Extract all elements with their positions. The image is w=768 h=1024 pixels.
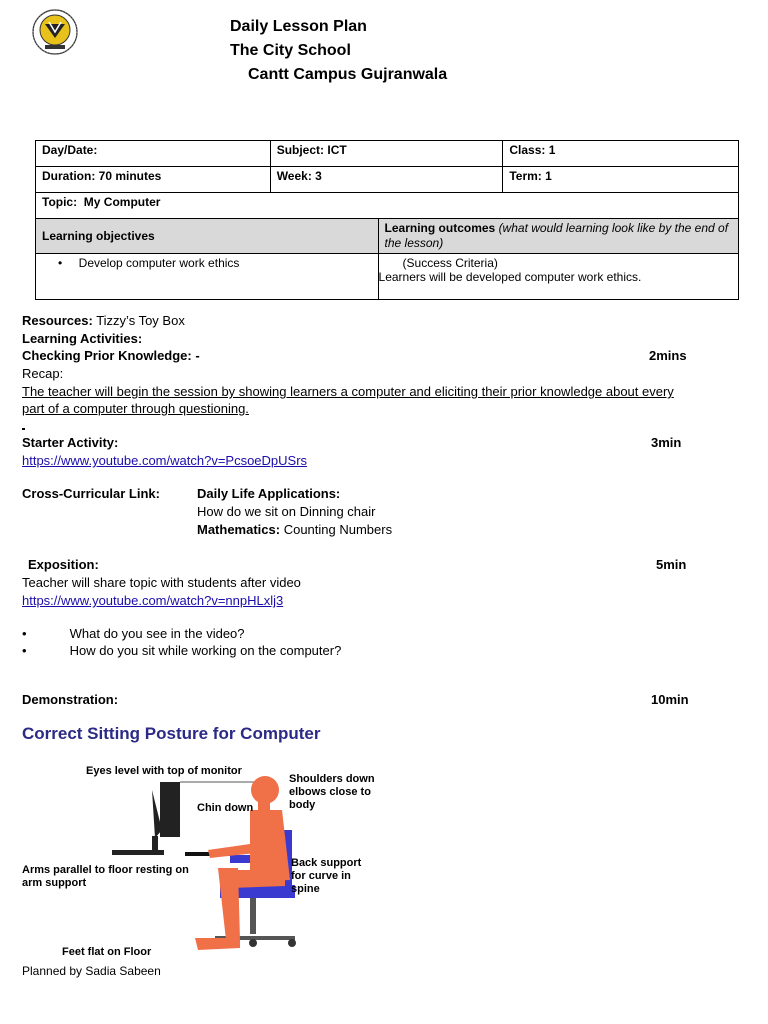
math-label: Mathematics: [197,522,281,537]
exposition-label: Exposition: [28,557,99,572]
daily-life-label: Daily Life Applications: [197,486,341,501]
starter-label: Starter Activity: [22,435,119,450]
topic-label: Topic: [42,195,78,209]
demonstration-time: 10min [651,692,689,707]
prior-knowledge-time: 2mins [649,348,687,363]
resources-value: Tizzy’s Toy Box [96,313,185,328]
prior-knowledge-label: Checking Prior Knowledge: - [22,348,200,363]
question-text: What do you see in the video? [69,626,245,641]
label-shoulders: Shoulders down elbows close to body [289,773,375,811]
week-cell: Week: 3 [270,167,503,193]
outcomes-heading: Learning outcomes [384,221,496,235]
school-name: The City School [230,42,351,59]
lesson-info-table [35,140,739,300]
objective-item: Develop computer work ethics [78,256,240,270]
label-back-support: Back support for curve in spine [291,857,362,895]
poster-title: Correct Sitting Posture for Computer [22,724,321,743]
cross-curricular-label: Cross-Curricular Link: [22,486,160,501]
objectives-cell [36,254,379,300]
demonstration-label: Demonstration: [22,692,119,707]
doc-title: Daily Lesson Plan [230,18,367,35]
question-text: How do you sit while working on the computer? [69,643,342,658]
label-feet-flat: Feet flat on Floor [62,946,152,958]
label-chin-down: Chin down [197,802,254,814]
resources-label: Resources: [22,313,93,328]
recap-text-line-1: The teacher will begin the session by showing learners a computer and eliciting their prior knowledge about every [22,384,674,399]
label-eyes-level: Eyes level with top of monitor [86,765,242,777]
success-criteria: (Success Criteria) [402,256,498,270]
monitor-icon [160,782,180,837]
exposition-video-link[interactable]: https://www.youtube.com/watch?v=nnpHLxlj3 [22,593,284,608]
day-date-cell: Day/Date: [36,141,271,167]
exposition-text: Teacher will share topic with students after video [22,575,301,590]
campus-name: Cantt Campus Gujranwala [248,66,448,83]
outcomes-heading-cell [378,219,738,254]
math-line [197,522,392,537]
outcome-item: Learners will be developed computer work ethics. [378,270,642,284]
planned-by: Planned by Sadia Sabeen [22,964,161,978]
starter-time: 3min [651,435,682,450]
activities-label: Learning Activities: [22,331,143,346]
subject-cell: Subject: ICT [270,141,503,167]
duration-cell: Duration: 70 minutes [36,167,271,193]
label-arms-parallel: Arms parallel to floor resting on arm support [22,864,189,889]
bullet-icon: • [22,643,27,658]
math-value: Counting Numbers [283,522,393,537]
outcomes-note: (what would learning look like by the end of the lesson) [384,221,729,250]
exposition-time: 5min [656,557,687,572]
resources-line [22,313,185,328]
topic-cell [36,193,739,219]
stray-mark [22,428,25,430]
recap-text-line-2: part of a computer through questioning. [22,401,249,416]
bullet-icon: • [22,626,27,641]
class-cell: Class: 1 [503,141,739,167]
outcomes-cell [378,254,738,300]
starter-video-link[interactable]: https://www.youtube.com/watch?v=PcsoeDpUSrs [22,453,308,468]
bullet-icon: • [58,256,63,270]
recap-label: Recap: [22,366,64,381]
term-cell: Term: 1 [503,167,739,193]
question-item [22,643,341,658]
objectives-heading: Learning objectives [36,219,379,254]
topic-value: My Computer [83,195,161,209]
question-item [22,626,245,641]
school-logo [31,8,79,56]
daily-life-value: How do we sit on Dinning chair [197,504,376,519]
